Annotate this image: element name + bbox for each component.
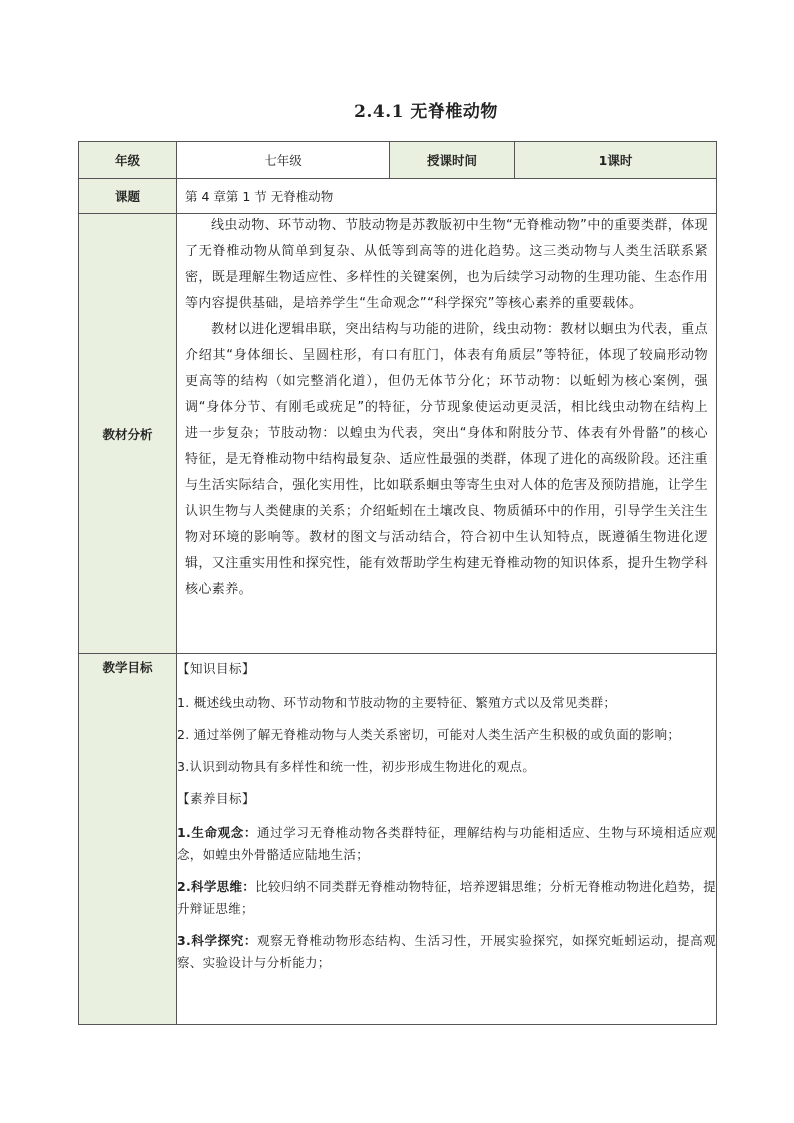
topic-label: 课题 xyxy=(79,179,177,214)
literacy-key: 3.科学探究： xyxy=(177,933,257,948)
objectives-row xyxy=(79,654,717,1025)
lesson-plan-table xyxy=(78,141,717,1025)
knowledge-item: 1. 概述线虫动物、环节动物和节肢动物的主要特征、繁殖方式以及常见类群； xyxy=(177,695,617,710)
analysis-row xyxy=(79,214,717,654)
literacy-item xyxy=(177,822,716,866)
page-title: 2.4.1 无脊椎动物 xyxy=(354,102,498,122)
grade-value: 七年级 xyxy=(177,142,390,179)
literacy-key: 1.生命观念： xyxy=(177,825,257,840)
literacy-heading: 【素养目标】 xyxy=(177,791,256,806)
analysis-content xyxy=(177,214,717,654)
knowledge-heading: 【知识目标】 xyxy=(177,661,256,676)
analysis-paragraph: 线虫动物、环节动物、节肢动物是苏教版初中生物“无脊椎动物”中的重要类群，体现了无脊椎动物从简单到复杂、从低等到高等的进化趋势。这三类动物与人类生活联系紧密，既是理解生物适应性、多样性的关键案例，也为后续学习动物的生理功能、生态作用等内容提供基础，是培养学生“生命观念”“科学探究”等核心素养的重要载体。 xyxy=(185,218,708,311)
time-value: 1课时 xyxy=(515,142,717,179)
grade-row xyxy=(79,142,717,179)
objectives-label: 教学目标 xyxy=(79,654,177,1025)
time-label: 授课时间 xyxy=(390,142,515,179)
literacy-item xyxy=(177,876,716,920)
topic-value: 第 4 章第 1 节 无脊椎动物 xyxy=(177,179,717,214)
grade-label: 年级 xyxy=(79,142,177,179)
objectives-content xyxy=(177,654,717,1025)
literacy-item xyxy=(177,930,716,974)
knowledge-item: 2. 通过举例了解无脊椎动物与人类关系密切，可能对人类生活产生积极的或负面的影响； xyxy=(177,727,681,742)
literacy-text: 比较归纳不同类群无脊椎动物特征，培养逻辑思维；分析无脊椎动物进化趋势，提升辩证思维； xyxy=(177,879,716,916)
literacy-text: 通过学习无脊椎动物各类群特征，理解结构与功能相适应、生物与环境相适应观念，如蝗虫外骨骼适应陆地生活； xyxy=(177,825,716,862)
analysis-label: 教材分析 xyxy=(79,214,177,654)
literacy-key: 2.科学思维： xyxy=(177,879,256,894)
analysis-paragraph: 教材以进化逻辑串联，突出结构与功能的进阶，线虫动物：教材以蛔虫为代表，重点介绍其“身体细长、呈圆柱形，有口有肛门，体表有角质层”等特征，体现了较扁形动物更高等的结构（如完整消化道），但仍无体节分化；环节动物：以蚯蚓为核心案例，强调“身体分节、有刚毛或疣足”的特征，分节现象使运动更灵活，相比线虫动物在结构上进一步复杂；节肢动物：以蝗虫为代表，突出“身体和附肢分节、体表有外骨骼”的核心特征，是无脊椎动物中结构最复杂、适应性最强的类群，体现了进化的高级阶段。还注重与生活实际结合，强化实用性，比如联系蛔虫等寄生虫对人体的危害及预防措施，让学生认识生物与人类健康的关系；介绍蚯蚓在土壤改良、物质循环中的作用，引导学生关注生物对环境的影响等。教材的图文与活动结合，符合初中生认知特点，既遵循生物进化逻辑，又注重实用性和探究性，能有效帮助学生构建无脊椎动物的知识体系，提升生物学科核心素养。 xyxy=(185,322,708,597)
literacy-text: 观察无脊椎动物形态结构、生活习性，开展实验探究，如探究蚯蚓运动，提高观察、实验设计与分析能力； xyxy=(177,933,716,970)
topic-row xyxy=(79,179,717,214)
knowledge-item: 3.认识到动物具有多样性和统一性，初步形成生物进化的观点。 xyxy=(177,759,536,774)
